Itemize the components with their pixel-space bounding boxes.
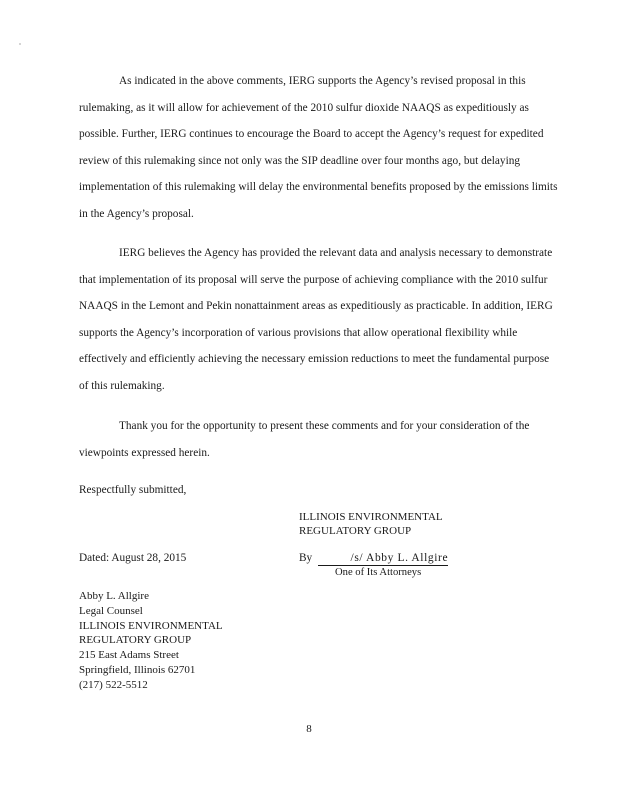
paragraph-thank-you [79,413,559,466]
electronic-signature: /s/ Abby L. Allgire [318,551,448,566]
page-number: 8 [306,723,312,735]
paragraph-text: Thank you for the opportunity to present these comments and for your consideration of the viewpoints expressed herein. [79,420,530,459]
contact-name: Abby L. Allgire [79,590,149,602]
contact-title: Legal Counsel [79,604,143,617]
signatory-organization [299,510,443,538]
contact-org-line-1: ILLINOIS ENVIRONMENTAL [79,619,223,632]
dated-line: Dated: August 28, 2015 [79,552,187,564]
paragraph-ierg-support [79,68,559,228]
signature-caption: One of Its Attorneys [335,567,422,578]
contact-org-line-2: REGULATORY GROUP [79,634,192,647]
contact-phone: (217) 522-5512 [79,678,148,691]
signature-row [299,551,448,566]
contact-street: 215 East Adams Street [79,649,179,662]
paragraph-ierg-believes [79,240,559,400]
paragraph-text: As indicated in the above comments, IERG supports the Agency’s revised proposal in this rulemaking, as it will allow for achievement of the 2010 sulfur dioxide NAAQS as expeditiously as possible. Further, IERG continues to encourage the Board to accept the Agency’s request for expedited review of this rulemaking since not only was the SIP deadline over four months ago, but delaying implementation of this rulemaking will delay the environmental benefits proposed by the emissions limits in the Agency’s proposal. [79,75,558,220]
org-line-2: REGULATORY GROUP [299,525,412,537]
contact-block [79,589,223,693]
contact-city: Springfield, Illinois 62701 [79,663,196,676]
scan-speck [19,43,21,45]
closing-line: Respectfully submitted, [79,484,187,496]
org-line-1: ILLINOIS ENVIRONMENTAL [299,511,443,523]
paragraph-text: IERG believes the Agency has provided the relevant data and analysis necessary to demonstrate that implementation of its proposal will serve the purpose of achieving compliance with the 2010 sulfur NAAQS in the Lemont and Pekin nonattainment areas as expeditiously as practicable. In addition, IERG supports the Agency’s incorporation of various provisions that allow operational flexibility while effectively and efficiently achieving the necessary emission reductions to meet the fundamental purpose of this rulemaking. [79,247,553,392]
by-label: By [299,552,313,564]
